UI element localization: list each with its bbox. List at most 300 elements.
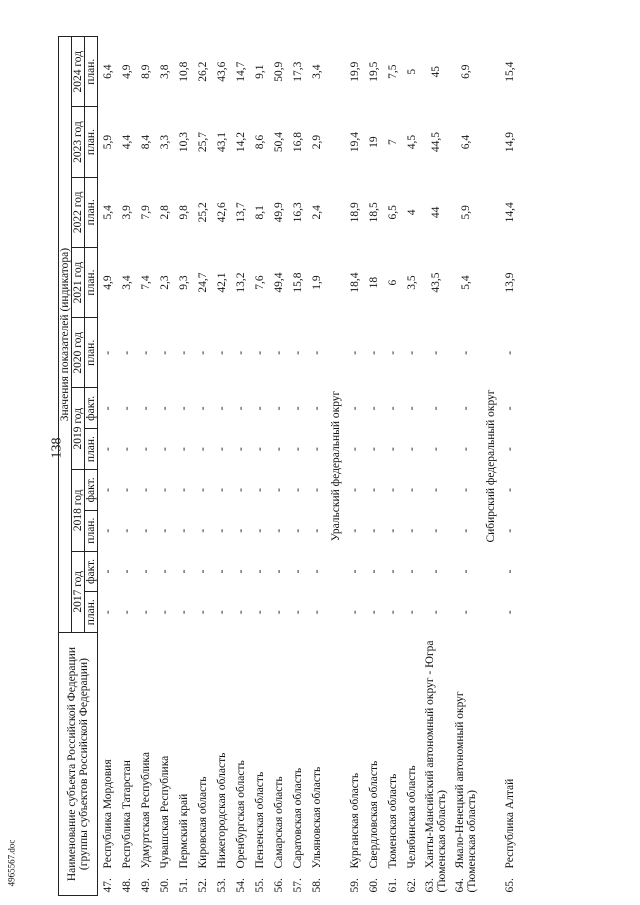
value-2023-cell: 8,4 bbox=[139, 134, 152, 150]
empty-value-cell: - bbox=[348, 528, 361, 533]
empty-value-cell: - bbox=[405, 528, 418, 533]
empty-value-cell: - bbox=[139, 528, 152, 533]
subject-cell bbox=[136, 633, 155, 896]
table-row bbox=[451, 37, 481, 896]
empty-value-cell: - bbox=[139, 406, 152, 411]
empty-value-cell: - bbox=[253, 447, 266, 452]
empty-value-cell: - bbox=[215, 406, 228, 411]
empty-value-cell: - bbox=[101, 406, 114, 411]
value-2024-cell: 19,5 bbox=[367, 61, 380, 82]
empty-value-cell: - bbox=[367, 487, 380, 492]
empty-value-cell: - bbox=[158, 487, 171, 492]
header-year: 2024 год bbox=[72, 37, 85, 107]
value-2021-cell: 7,6 bbox=[253, 275, 266, 290]
value-2020-cell: - bbox=[430, 350, 442, 355]
value-2024-cell: 7,5 bbox=[386, 64, 399, 79]
subject-cell bbox=[383, 633, 402, 896]
table-body bbox=[98, 37, 520, 896]
empty-value-cell: - bbox=[139, 487, 152, 492]
value-2024-cell: 17,3 bbox=[291, 61, 304, 82]
value-2020-cell: - bbox=[310, 350, 323, 355]
empty-value-cell: - bbox=[310, 569, 323, 574]
empty-value-cell: - bbox=[215, 487, 228, 492]
empty-value-cell: - bbox=[367, 610, 380, 615]
row-number: 49. bbox=[139, 878, 152, 893]
value-2020-cell: - bbox=[253, 350, 266, 355]
header-year: 2017 год bbox=[72, 551, 85, 633]
empty-value-cell: - bbox=[503, 487, 516, 492]
value-2024-cell: 9,1 bbox=[253, 64, 266, 79]
empty-value-cell: - bbox=[215, 610, 228, 615]
value-2022-cell: 16,3 bbox=[291, 202, 304, 223]
table-row bbox=[269, 37, 288, 896]
header-year: 2021 год bbox=[72, 247, 85, 317]
table-row bbox=[98, 37, 118, 896]
value-2020-cell: - bbox=[234, 350, 247, 355]
value-2023-cell: 5,9 bbox=[101, 134, 114, 150]
empty-value-cell: - bbox=[139, 610, 152, 615]
table-row bbox=[500, 37, 519, 896]
value-2024-cell: 15,4 bbox=[503, 61, 516, 82]
value-2021-cell: 13,2 bbox=[234, 272, 247, 293]
subject-name: Республика Алтай bbox=[503, 778, 516, 869]
empty-value-cell: - bbox=[460, 528, 472, 533]
table-row bbox=[155, 37, 174, 896]
subject-cell bbox=[231, 633, 250, 896]
header-fact: факт. bbox=[85, 388, 98, 429]
value-2022-cell: 2,8 bbox=[158, 205, 171, 220]
empty-value-cell: - bbox=[158, 569, 171, 574]
empty-value-cell: - bbox=[139, 569, 152, 574]
empty-value-cell: - bbox=[234, 528, 247, 533]
subject-cell bbox=[117, 633, 136, 896]
empty-value-cell: - bbox=[253, 487, 266, 492]
subject-name: Кировская область bbox=[196, 776, 209, 869]
empty-value-cell: - bbox=[430, 569, 442, 574]
value-2023-cell: 10,3 bbox=[177, 132, 190, 153]
value-2022-cell: 14,4 bbox=[503, 202, 516, 223]
subject-cell bbox=[250, 633, 269, 896]
empty-value-cell: - bbox=[430, 406, 442, 411]
value-2021-cell: 18 bbox=[367, 276, 380, 289]
empty-value-cell: - bbox=[348, 447, 361, 452]
value-2020-cell: - bbox=[291, 350, 304, 355]
value-2023-cell: 8,6 bbox=[253, 134, 266, 150]
subject-cell bbox=[98, 633, 118, 896]
value-2022-cell: 5,4 bbox=[101, 205, 114, 220]
subject-cell bbox=[500, 633, 519, 896]
empty-value-cell: - bbox=[460, 447, 472, 452]
value-2022-cell: 2,4 bbox=[310, 205, 323, 220]
subject-cell bbox=[421, 633, 451, 896]
row-number: 50. bbox=[158, 878, 171, 893]
value-2022-cell: 4 bbox=[405, 209, 418, 216]
subject-name: Пензенская область bbox=[253, 771, 266, 869]
empty-value-cell: - bbox=[215, 528, 228, 533]
empty-value-cell: - bbox=[177, 569, 190, 574]
value-2022-cell: 3,9 bbox=[120, 205, 133, 220]
empty-value-cell: - bbox=[386, 447, 399, 452]
value-2021-cell: 42,1 bbox=[215, 272, 228, 293]
value-2021-cell: 6 bbox=[386, 279, 399, 286]
header-plan: план. bbox=[85, 247, 98, 317]
row-number: 61. bbox=[386, 878, 399, 893]
empty-value-cell: - bbox=[272, 569, 285, 574]
empty-value-cell: - bbox=[348, 406, 361, 411]
value-2022-cell: 6,5 bbox=[386, 205, 399, 220]
subject-cell bbox=[193, 633, 212, 896]
value-2023-cell: 19 bbox=[367, 136, 380, 148]
row-number: 62. bbox=[405, 878, 418, 893]
table-row bbox=[364, 37, 383, 896]
empty-value-cell: - bbox=[196, 447, 209, 452]
header-fact: факт. bbox=[85, 470, 98, 511]
value-2021-cell: 13,9 bbox=[503, 272, 516, 293]
header-year: 2022 год bbox=[72, 177, 85, 247]
empty-value-cell: - bbox=[234, 487, 247, 492]
value-2024-cell: 26,2 bbox=[196, 61, 209, 82]
subject-name: Саратовская область bbox=[291, 767, 304, 869]
empty-value-cell: - bbox=[234, 610, 247, 615]
header-plan: план. bbox=[85, 37, 98, 107]
header-values-group: Значения показателей (индикатора) bbox=[59, 37, 72, 633]
subject-name: Челябинская область bbox=[405, 765, 418, 869]
value-2020-cell: - bbox=[503, 350, 516, 355]
empty-value-cell: - bbox=[196, 569, 209, 574]
value-2022-cell: 18,9 bbox=[348, 202, 361, 223]
value-2020-cell: - bbox=[348, 350, 361, 355]
empty-value-cell: - bbox=[310, 610, 323, 615]
empty-value-cell: - bbox=[177, 447, 190, 452]
empty-value-cell: - bbox=[196, 406, 209, 411]
empty-value-cell: - bbox=[120, 406, 133, 411]
value-2023-cell: 19,4 bbox=[348, 132, 361, 153]
value-2020-cell: - bbox=[101, 350, 114, 355]
empty-value-cell: - bbox=[196, 528, 209, 533]
empty-value-cell: - bbox=[405, 569, 418, 574]
empty-value-cell: - bbox=[405, 487, 418, 492]
empty-value-cell: - bbox=[503, 406, 516, 411]
empty-value-cell: - bbox=[120, 447, 133, 452]
value-2024-cell: 3,4 bbox=[310, 64, 323, 79]
subject-cell bbox=[174, 633, 193, 896]
empty-value-cell: - bbox=[291, 610, 304, 615]
value-2024-cell: 4,9 bbox=[120, 64, 133, 79]
subject-cell bbox=[212, 633, 231, 896]
empty-value-cell: - bbox=[367, 569, 380, 574]
value-2024-cell: 50,9 bbox=[272, 61, 285, 82]
value-2024-cell: 45 bbox=[430, 65, 442, 78]
empty-value-cell: - bbox=[460, 569, 472, 574]
table-row bbox=[250, 37, 269, 896]
subject-cell bbox=[451, 633, 481, 896]
row-number: 53. bbox=[215, 878, 228, 893]
empty-value-cell: - bbox=[272, 406, 285, 411]
empty-value-cell: - bbox=[503, 528, 516, 533]
subject-name: Самарская область bbox=[272, 776, 285, 869]
subject-name: Курганская область bbox=[348, 772, 361, 869]
value-2022-cell: 7,9 bbox=[139, 205, 152, 220]
value-2021-cell: 2,3 bbox=[158, 275, 171, 290]
subject-name: Удмуртская Республика bbox=[139, 752, 152, 869]
value-2020-cell: - bbox=[405, 350, 418, 355]
table-row bbox=[307, 37, 326, 896]
value-2021-cell: 3,4 bbox=[120, 275, 133, 290]
row-number: 58. bbox=[310, 878, 323, 893]
row-number: 48. bbox=[120, 878, 133, 893]
value-2021-cell: 7,4 bbox=[139, 275, 152, 290]
header-plan: план. bbox=[85, 429, 98, 470]
empty-value-cell: - bbox=[234, 569, 247, 574]
value-2024-cell: 6,4 bbox=[101, 64, 114, 79]
empty-value-cell: - bbox=[272, 610, 285, 615]
empty-value-cell: - bbox=[158, 447, 171, 452]
empty-value-cell: - bbox=[158, 610, 171, 615]
empty-value-cell: - bbox=[120, 487, 133, 492]
table-row bbox=[136, 37, 155, 896]
empty-value-cell: - bbox=[310, 406, 323, 411]
value-2022-cell: 8,1 bbox=[253, 205, 266, 220]
header-plan: план. bbox=[85, 510, 98, 551]
value-2024-cell: 14,7 bbox=[234, 61, 247, 82]
empty-value-cell: - bbox=[386, 406, 399, 411]
empty-value-cell: - bbox=[405, 447, 418, 452]
empty-value-cell: - bbox=[310, 487, 323, 492]
table-row bbox=[174, 37, 193, 896]
empty-value-cell: - bbox=[215, 569, 228, 574]
header-plan: план. bbox=[85, 107, 98, 177]
value-2023-cell: 3,3 bbox=[158, 134, 171, 150]
header-fact: факт. bbox=[85, 551, 98, 592]
table-row bbox=[288, 37, 307, 896]
empty-value-cell: - bbox=[196, 487, 209, 492]
value-2020-cell: - bbox=[177, 350, 190, 355]
empty-value-cell: - bbox=[120, 610, 133, 615]
empty-value-cell: - bbox=[367, 528, 380, 533]
value-2022-cell: 44 bbox=[430, 206, 442, 219]
header-plan: план. bbox=[85, 592, 98, 633]
value-2020-cell: - bbox=[460, 350, 472, 355]
empty-value-cell: - bbox=[253, 610, 266, 615]
value-2024-cell: 5 bbox=[405, 68, 418, 75]
empty-value-cell: - bbox=[272, 528, 285, 533]
subject-cell bbox=[364, 633, 383, 896]
header-plan: план. bbox=[85, 177, 98, 247]
row-number: 54. bbox=[234, 878, 247, 893]
empty-value-cell: - bbox=[215, 447, 228, 452]
empty-value-cell: - bbox=[503, 447, 516, 452]
empty-value-cell: - bbox=[177, 406, 190, 411]
row-number: 65. bbox=[503, 878, 516, 893]
subject-name: Свердловская область bbox=[367, 760, 380, 869]
empty-value-cell: - bbox=[234, 406, 247, 411]
value-2021-cell: 9,3 bbox=[177, 275, 190, 290]
empty-value-cell: - bbox=[101, 528, 114, 533]
value-2023-cell: 50,4 bbox=[272, 132, 285, 153]
header-plan: план. bbox=[85, 318, 98, 388]
row-number: 52. bbox=[196, 878, 209, 893]
empty-value-cell: - bbox=[272, 447, 285, 452]
empty-value-cell: - bbox=[310, 447, 323, 452]
row-number: 55. bbox=[253, 878, 266, 893]
value-2021-cell: 43,5 bbox=[430, 272, 442, 293]
indicator-table bbox=[58, 36, 519, 896]
value-2023-cell: 4,5 bbox=[405, 134, 418, 150]
empty-value-cell: - bbox=[310, 528, 323, 533]
empty-value-cell: - bbox=[386, 487, 399, 492]
empty-value-cell: - bbox=[101, 487, 114, 492]
empty-value-cell: - bbox=[348, 487, 361, 492]
value-2021-cell: 3,5 bbox=[405, 275, 418, 290]
empty-value-cell: - bbox=[430, 447, 442, 452]
table-row bbox=[193, 37, 212, 896]
subject-cell bbox=[345, 633, 364, 896]
value-2022-cell: 9,8 bbox=[177, 205, 190, 220]
value-2020-cell: - bbox=[367, 350, 380, 355]
value-2024-cell: 19,9 bbox=[348, 61, 361, 82]
row-number: 51. bbox=[177, 878, 190, 893]
row-number: 47. bbox=[101, 878, 114, 893]
value-2020-cell: - bbox=[158, 350, 171, 355]
subject-name: Республика Мордовия bbox=[101, 759, 114, 869]
empty-value-cell: - bbox=[430, 487, 442, 492]
value-2021-cell: 5,4 bbox=[460, 275, 472, 290]
row-number: 57. bbox=[291, 878, 304, 893]
subject-name: Республика Татарстан bbox=[120, 760, 133, 869]
row-number: 59. bbox=[348, 878, 361, 893]
empty-value-cell: - bbox=[253, 569, 266, 574]
value-2021-cell: 15,8 bbox=[291, 272, 304, 293]
value-2020-cell: - bbox=[120, 350, 133, 355]
subject-name: Ульяновская область bbox=[310, 766, 323, 869]
value-2021-cell: 24,7 bbox=[196, 272, 209, 293]
row-number: 63. bbox=[424, 878, 436, 893]
empty-value-cell: - bbox=[348, 610, 361, 615]
row-number: 64. bbox=[454, 878, 466, 893]
value-2023-cell: 14,2 bbox=[234, 132, 247, 153]
value-2020-cell: - bbox=[272, 350, 285, 355]
table-row bbox=[345, 37, 364, 896]
subject-name: Оренбургская область bbox=[234, 760, 247, 869]
empty-value-cell: - bbox=[101, 447, 114, 452]
row-number: 60. bbox=[367, 878, 380, 893]
empty-value-cell: - bbox=[405, 406, 418, 411]
subject-name: Тюменская область bbox=[386, 773, 399, 869]
empty-value-cell: - bbox=[120, 569, 133, 574]
empty-value-cell: - bbox=[405, 610, 418, 615]
empty-value-cell: - bbox=[460, 487, 472, 492]
value-2020-cell: - bbox=[215, 350, 228, 355]
empty-value-cell: - bbox=[177, 610, 190, 615]
section-row bbox=[326, 37, 345, 896]
subject-cell bbox=[155, 633, 174, 896]
value-2020-cell: - bbox=[386, 350, 399, 355]
table-row bbox=[212, 37, 231, 896]
page-number: 138 bbox=[49, 437, 65, 459]
value-2024-cell: 43,6 bbox=[215, 61, 228, 82]
subject-name: Ямало-Ненецкий автономный округ (Тюменская область) bbox=[454, 691, 478, 893]
value-2023-cell: 4,4 bbox=[120, 134, 133, 150]
subject-name: Пермский край bbox=[177, 793, 190, 869]
subject-cell bbox=[402, 633, 421, 896]
empty-value-cell: - bbox=[367, 406, 380, 411]
value-2021-cell: 49,4 bbox=[272, 272, 285, 293]
empty-value-cell: - bbox=[196, 610, 209, 615]
header-year: 2020 год bbox=[72, 318, 85, 388]
empty-value-cell: - bbox=[177, 528, 190, 533]
empty-value-cell: - bbox=[101, 569, 114, 574]
empty-value-cell: - bbox=[291, 528, 304, 533]
document-id: 4965567.doc bbox=[6, 839, 17, 887]
value-2024-cell: 8,9 bbox=[139, 64, 152, 79]
table-row bbox=[383, 37, 402, 896]
value-2023-cell: 44,5 bbox=[430, 132, 442, 153]
value-2022-cell: 18,5 bbox=[367, 202, 380, 223]
empty-value-cell: - bbox=[460, 406, 472, 411]
subject-cell bbox=[269, 633, 288, 896]
header-year: 2019 год bbox=[72, 388, 85, 470]
value-2022-cell: 42,6 bbox=[215, 202, 228, 223]
subject-cell bbox=[288, 633, 307, 896]
section-title: Уральский федеральный округ bbox=[329, 390, 342, 542]
empty-value-cell: - bbox=[158, 406, 171, 411]
empty-value-cell: - bbox=[503, 569, 516, 574]
empty-value-cell: - bbox=[101, 610, 114, 615]
table-row bbox=[231, 37, 250, 896]
subject-name: Ханты-Мансийский автономный округ - Югра (Тюменская область) bbox=[424, 640, 448, 893]
row-number: 56. bbox=[272, 878, 285, 893]
section-title: Сибирский федеральный округ bbox=[484, 389, 497, 543]
value-2020-cell: - bbox=[196, 350, 209, 355]
value-2021-cell: 4,9 bbox=[101, 275, 114, 290]
value-2024-cell: 3,8 bbox=[158, 64, 171, 79]
section-row bbox=[481, 37, 500, 896]
empty-value-cell: - bbox=[177, 487, 190, 492]
empty-value-cell: - bbox=[253, 528, 266, 533]
header-subject-name: Наименование субъекта Российской Федерации (группы субъектов Российской Федерации) bbox=[59, 633, 98, 896]
value-2023-cell: 6,4 bbox=[460, 134, 472, 150]
value-2022-cell: 13,7 bbox=[234, 202, 247, 223]
value-2023-cell: 25,7 bbox=[196, 132, 209, 153]
empty-value-cell: - bbox=[120, 528, 133, 533]
value-2021-cell: 1,9 bbox=[310, 275, 323, 290]
subject-cell bbox=[307, 633, 326, 896]
value-2022-cell: 25,2 bbox=[196, 202, 209, 223]
empty-value-cell: - bbox=[139, 447, 152, 452]
value-2024-cell: 10,8 bbox=[177, 61, 190, 82]
empty-value-cell: - bbox=[348, 569, 361, 574]
empty-value-cell: - bbox=[291, 447, 304, 452]
value-2023-cell: 7 bbox=[386, 139, 399, 145]
table-row bbox=[421, 37, 451, 896]
value-2023-cell: 14,9 bbox=[503, 132, 516, 153]
empty-value-cell: - bbox=[291, 487, 304, 492]
empty-value-cell: - bbox=[291, 406, 304, 411]
table-row bbox=[117, 37, 136, 896]
empty-value-cell: - bbox=[291, 569, 304, 574]
value-2023-cell: 43,1 bbox=[215, 132, 228, 153]
header-year: 2023 год bbox=[72, 107, 85, 177]
value-2020-cell: - bbox=[139, 350, 152, 355]
value-2023-cell: 16,8 bbox=[291, 132, 304, 153]
empty-value-cell: - bbox=[386, 610, 399, 615]
empty-value-cell: - bbox=[158, 528, 171, 533]
table-row bbox=[402, 37, 421, 896]
empty-value-cell: - bbox=[430, 610, 442, 615]
empty-value-cell: - bbox=[234, 447, 247, 452]
empty-value-cell: - bbox=[386, 528, 399, 533]
value-2021-cell: 18,4 bbox=[348, 272, 361, 293]
